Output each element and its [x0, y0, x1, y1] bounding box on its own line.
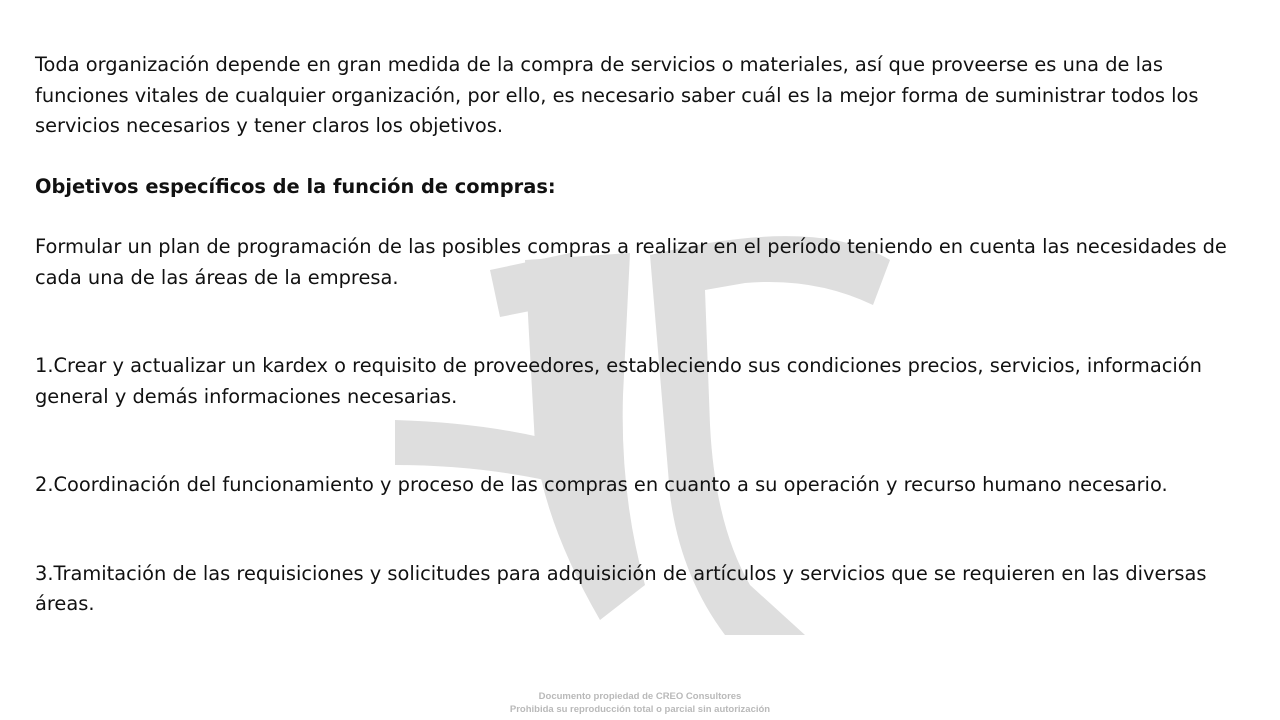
objective-intro-paragraph: Formular un plan de programación de las posibles compras a realizar en el período teniendo en cuenta las necesidades de cada una de las áreas de la empresa.	[35, 235, 1227, 289]
document-body	[35, 50, 1250, 620]
intro-paragraph: Toda organización depende en gran medida de la compra de servicios o materiales, así que proveerse es una de las funciones vitales de cualquier organización, por ello, es necesario saber cuál es la mejor forma de suministrar todos los servicios necesarios y tener claros los objetivos.	[35, 53, 1199, 137]
copyright-footer	[0, 691, 1280, 716]
objective-item-1: 1.Crear y actualizar un kardex o requisito de proveedores, estableciendo sus condiciones precios, servicios, información general y demás informaciones necesarias.	[35, 354, 1202, 408]
objective-item-3: 3.Tramitación de las requisiciones y solicitudes para adquisición de artículos y servicios que se requieren en las diversas áreas.	[35, 561, 1207, 615]
objective-item-2: 2.Coordinación del funcionamiento y proceso de las compras en cuanto a su operación y recurso humano necesario.	[35, 473, 1168, 496]
footer-rights-line: Prohibida su reproducción total o parcial sin autorización	[509, 703, 771, 715]
footer-ownership-line: Documento propiedad de CREO Consultores	[538, 691, 742, 702]
section-heading: Objetivos específicos de la función de compras:	[35, 174, 556, 198]
